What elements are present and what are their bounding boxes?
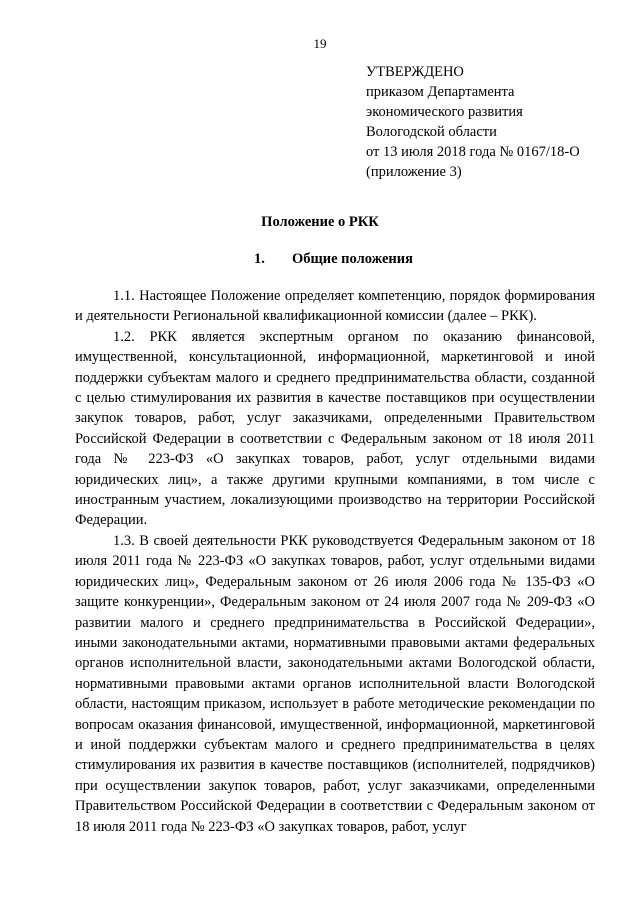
paragraph-1-1: 1.1. Настоящее Положение определяет компетенцию, порядок формирования и деятельности Региональной квалификационной комиссии (далее – РКК). (75, 288, 595, 325)
approval-appendix: (приложение 3) (366, 164, 462, 180)
page-number: 19 (313, 36, 327, 51)
approval-line: приказом Департамента (366, 84, 515, 100)
document-title: Положение о РКК (261, 214, 379, 230)
approval-stamp (366, 62, 580, 182)
paragraph-1-3: 1.3. В своей деятельности РКК руководствуется Федеральным законом от 18 июля 2011 года № 223-ФЗ «О закупках товаров, работ, услуг отдельными видами юридических лиц», Федеральным законом от 26 июля 2006 года № 135-ФЗ «О защите конкуренции», Федеральным законом от 24 июля 2007 года № 209-ФЗ «О развитии малого и среднего предпринимательства в Российской Федерации», иными законодательными актами, нормативными правовыми актами федеральных органов исполнительной власти, законодательными актами Вологодской области, нормативными правовыми актами органов исполнительной власти Вологодской области, настоящим приказом, использует в работе методические рекомендации по вопросам оказания финансовой, имущественной, информационной, маркетинговой и иной поддержки субъектам малого и среднего предпринимательства в целях стимулирования их развития в качестве поставщиков (исполнителей, подрядчиков) при осуществлении закупок товаров, работ, услуг заказчиками, определенными Правительством Российской Федерации в соответствии с Федеральным законом от 18 июля 2011 года № 223-ФЗ «О закупках товаров, работ, услуг (75, 532, 595, 835)
section-number: 1. (254, 251, 265, 267)
approval-order-date: от 13 июля 2018 года № 0167/18-О (366, 144, 580, 160)
paragraph-1-2: 1.2. РКК является экспертным органом по оказанию финансовой, имущественной, консультационной, информационной, маркетинговой и иной поддержки субъектам малого и среднего предпринимательства области, созданной с целью стимулирования их развития в качестве поставщиков при осуществлении закупок товаров, работ, услуг заказчиками, определенными Правительством Российской Федерации в соответствии с Федеральным законом от 18 июля 2011 года № 223-ФЗ «О закупках товаров, работ, услуг отдельными видами юридических лиц», а также другими крупными компаниями, в том числе с иностранным участием, локализующими производство на территории Российской Федерации. (75, 328, 595, 529)
approval-line: Вологодской области (366, 124, 497, 140)
section-title: Общие положения (292, 251, 413, 267)
section-heading (254, 251, 413, 268)
approval-heading: УТВЕРЖДЕНО (366, 64, 464, 80)
approval-line: экономического развития (366, 104, 523, 120)
document-body (75, 286, 595, 837)
